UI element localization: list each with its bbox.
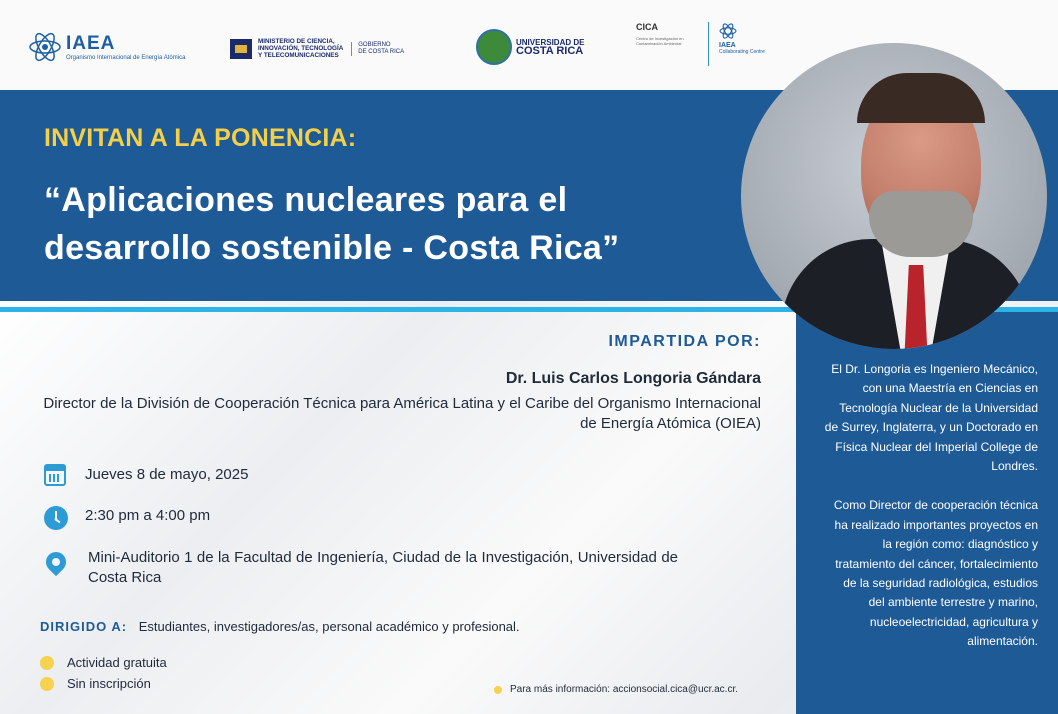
bio-paragraph-2: Como Director de cooperación técnica ha realizado importantes proyectos en la región como: diagnóstico y tratamiento del cáncer, fortalecimiento de la seguridad radiológica, estudios del ambiente terrestre y marino, nucleoelectricidad, agricultura y alimentación.: [833, 498, 1038, 649]
ucr-line-2: COSTA RICA: [516, 45, 584, 57]
speaker-label: IMPARTIDA POR:: [608, 333, 761, 350]
micitt-line-3: Y TELECOMUNICACIONES: [258, 52, 339, 59]
audience-label: DIRIGIDO A:: [40, 619, 128, 634]
photo-hair: [857, 73, 985, 123]
bullet-dot-icon: [40, 677, 54, 691]
contact-info: [494, 684, 738, 695]
iaea-logo: [28, 30, 185, 64]
cica-iaea-wordmark: IAEA: [719, 42, 736, 49]
ucr-line-1: UNIVERSIDAD DE: [516, 38, 585, 47]
logo-divider: [708, 22, 709, 66]
banner-heading: INVITAN A LA PONENCIA:: [44, 124, 357, 152]
atom-icon: [28, 30, 62, 64]
talk-title: “Aplicaciones nucleares para el desarrollo sostenible - Costa Rica”: [44, 181, 620, 267]
micitt-line-2: INNOVACIÓN, TECNOLOGÍA: [258, 45, 344, 52]
cica-wordmark: CICA: [636, 22, 658, 32]
event-date-row: [44, 465, 248, 486]
bullet-dot-icon: [494, 686, 502, 694]
audience-line: [40, 619, 520, 634]
gobierno-line-1: GOBIERNO: [358, 41, 391, 48]
ucr-seal-icon: [476, 29, 512, 65]
note-item: [40, 655, 167, 670]
speaker-photo: [741, 43, 1047, 349]
micitt-emblem-icon: [230, 39, 252, 59]
bio-paragraph-1: El Dr. Longoria es Ingeniero Mecánico, con una Maestría en Ciencias en Tecnología Nuclear de la Universidad de Surrey, Inglaterra, y un Doctorado en Física Nuclear del Imperial College de Londres.: [824, 362, 1038, 474]
bullet-dot-icon: [40, 656, 54, 670]
location-pin-icon: [42, 548, 70, 576]
note-item: [40, 676, 151, 691]
note-no-registration: Sin inscripción: [67, 676, 151, 691]
note-free: Actividad gratuita: [67, 655, 167, 670]
speaker-bio: [824, 360, 1038, 672]
event-location: Mini-Auditorio 1 de la Facultad de Ingeniería, Ciudad de la Investigación, Universidad de Costa Rica: [88, 549, 678, 586]
cica-subtitle: Centro de Investigación en Contaminación Ambiental: [636, 36, 684, 46]
contact-text: Para más información: accionsocial.cica@ucr.ac.cr.: [510, 684, 739, 695]
audience-text: Estudiantes, investigadores/as, personal académico y profesional.: [138, 619, 520, 634]
iaea-wordmark: IAEA: [66, 33, 116, 54]
micitt-line-1: MINISTERIO DE CIENCIA,: [258, 38, 335, 45]
event-time: 2:30 pm a 4:00 pm: [85, 507, 211, 524]
atom-icon: [719, 22, 737, 40]
speaker-role: Director de la División de Cooperación Técnica para América Latina y el Caribe del Organismo Internacional de Energía Atómica (OIEA): [43, 395, 761, 432]
ucr-logo: [476, 29, 584, 65]
gobierno-line-2: DE COSTA RICA: [358, 48, 405, 55]
cica-logo: [636, 22, 765, 66]
clock-icon: [44, 506, 68, 530]
photo-beard: [869, 191, 973, 257]
iaea-subtitle: Organismo Internacional de Energía Atómica: [66, 55, 186, 61]
speaker-name: Dr. Luis Carlos Longoria Gándara: [505, 370, 761, 387]
event-date: Jueves 8 de mayo, 2025: [85, 466, 249, 483]
cica-iaea-subtitle: Collaborating Centre: [719, 49, 765, 55]
calendar-icon: [44, 464, 66, 486]
micitt-logo: [230, 38, 404, 59]
event-location-row: [44, 548, 684, 588]
event-time-row: [44, 506, 210, 530]
